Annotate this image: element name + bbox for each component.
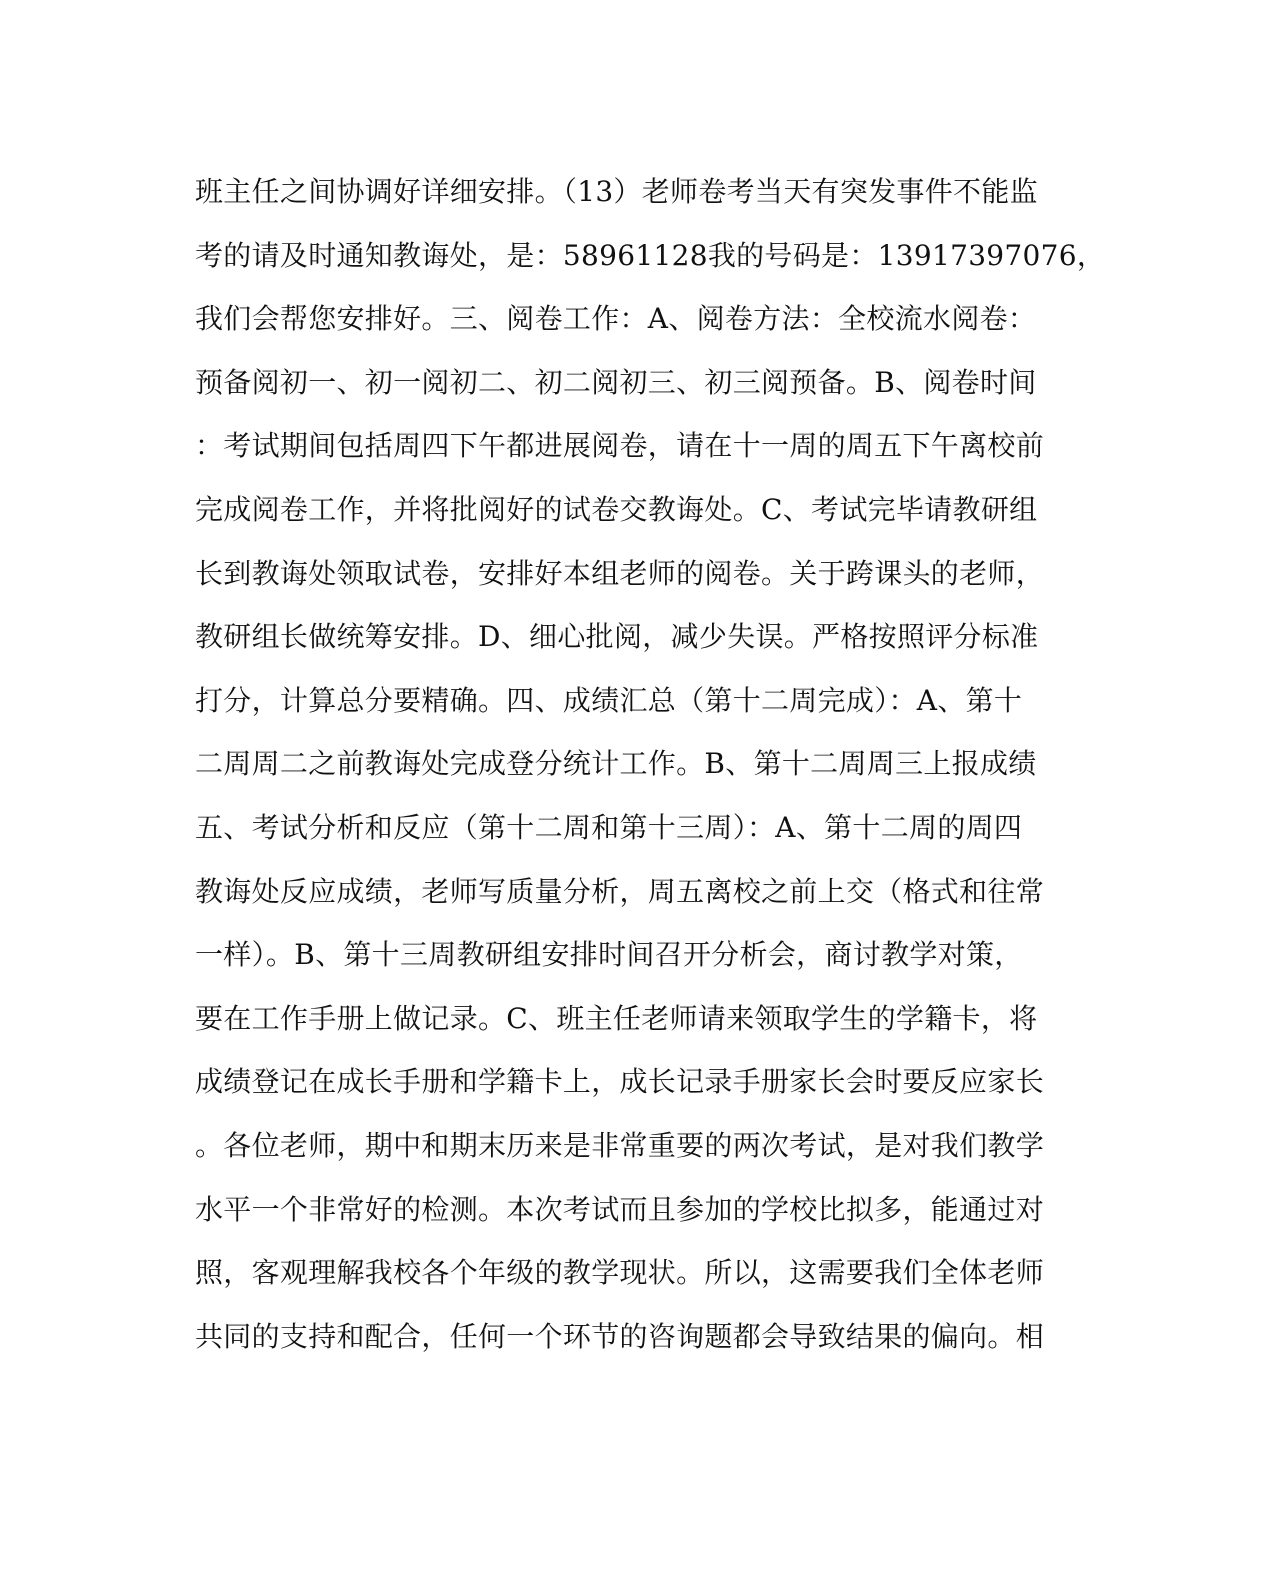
- body-text: [195, 160, 1106, 1368]
- text-line: 打分，计算总分要精确。四、成绩汇总（第十二周完成）：A、第十: [195, 683, 1023, 717]
- text-line: 完成阅卷工作，并将批阅好的试卷交教诲处。C、考试完毕请教研组: [195, 492, 1038, 526]
- text-line: 二周周二之前教诲处完成登分统计工作。B、第十二周周三上报成绩: [195, 747, 1037, 781]
- text-line: 教研组长做统筹安排。D、细心批阅，减少失误。严格按照评分标准: [195, 620, 1039, 654]
- text-line: 一样）。B、第十三周教研组安排时间召开分析会，商讨教学对策，: [195, 938, 1023, 972]
- text-line: 共同的支持和配合，任何一个环节的咨询题都会导致结果的偏向。相: [195, 1319, 1045, 1353]
- text-line: 教诲处反应成绩，老师写质量分析，周五离校之前上交（格式和往常: [195, 874, 1045, 908]
- text-line: 考的请及时通知教诲处，是：58961128我的号码是：13917397076，: [195, 238, 1106, 272]
- text-line: 照，客观理解我校各个年级的教学现状。所以，这需要我们全体老师: [195, 1256, 1045, 1290]
- text-line: 五、考试分析和反应（第十二周和第十三周）：A、第十二周的周四: [195, 810, 1023, 844]
- text-line: 要在工作手册上做记录。C、班主任老师请来领取学生的学籍卡，将: [195, 1001, 1038, 1035]
- text-line: 预备阅初一、初一阅初二、初二阅初三、初三阅预备。B、阅卷时间: [195, 365, 1037, 399]
- text-line: ：考试期间包括周四下午都进展阅卷，请在十一周的周五下午离校前: [195, 429, 1045, 463]
- text-line: 班主任之间协调好详细安排。（13）老师卷考当天有突发事件不能监: [195, 175, 1038, 208]
- text-line: 长到教诲处领取试卷，安排好本组老师的阅卷。关于跨课头的老师，: [195, 556, 1045, 590]
- text-line: 成绩登记在成长手册和学籍卡上，成长记录手册家长会时要反应家长: [195, 1065, 1045, 1099]
- text-line: 水平一个非常好的检测。本次考试而且参加的学校比拟多，能通过对: [195, 1192, 1045, 1226]
- text-line: 我们会帮您安排好。三、阅卷工作：A、阅卷方法：全校流水阅卷：: [195, 302, 1037, 336]
- text-line: 。各位老师，期中和期末历来是非常重要的两次考试，是对我们教学: [195, 1128, 1045, 1162]
